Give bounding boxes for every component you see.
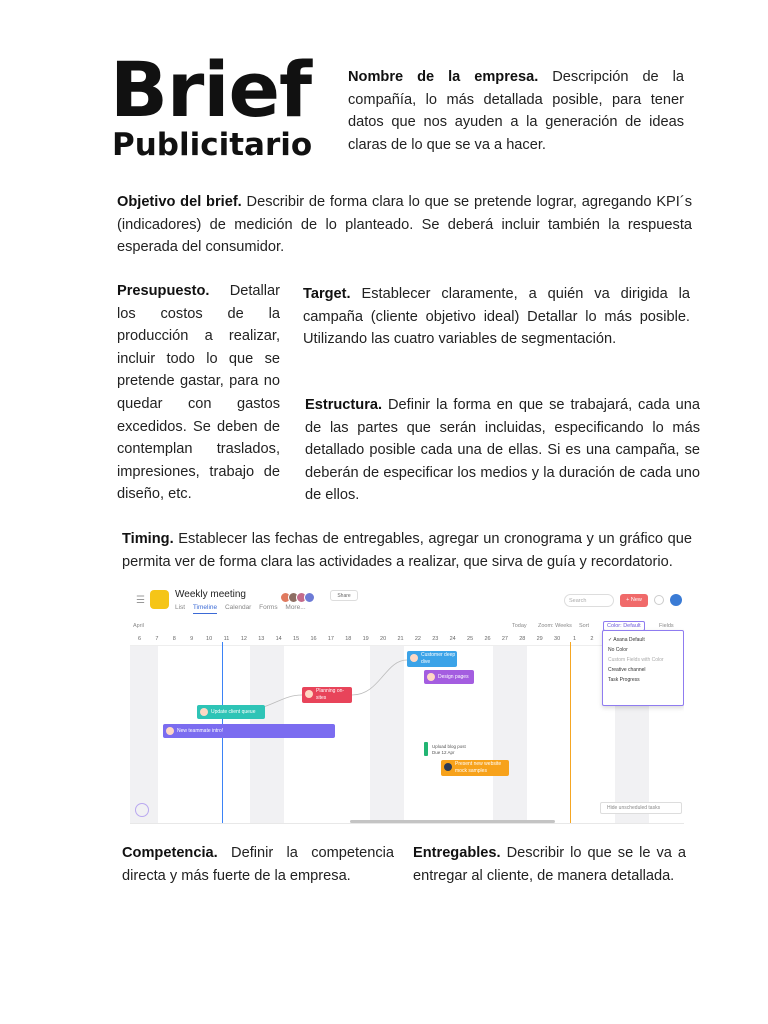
section-timing-text: Establecer las fechas de entregables, agregar un cronograma y un gráfico que permita ver de forma clara las actividades a realizar, que sirva de guía y recordatorio.: [122, 531, 692, 570]
task-customer-dive[interactable]: [407, 651, 457, 667]
day-label: 21: [397, 636, 404, 642]
task-new-teammate[interactable]: [163, 724, 335, 738]
fields-button[interactable]: Fields: [659, 623, 674, 629]
horizontal-scrollbar[interactable]: [350, 820, 555, 823]
day-label: 30: [554, 636, 561, 642]
menu-icon[interactable]: ☰: [136, 595, 145, 606]
tab-list[interactable]: List: [175, 604, 186, 611]
month-label: April: [133, 623, 145, 629]
day-label: 29: [536, 636, 543, 642]
day-label: 19: [362, 636, 369, 642]
section-competencia: [122, 842, 394, 887]
section-competencia-heading: Competencia.: [122, 845, 218, 861]
section-timing: [122, 528, 692, 573]
section-target-text: Establecer claramente, a quién va dirigida la campaña (cliente objetivo ideal) Detallar lo más posible. Utilizando las cuatro variables de segmentación.: [303, 286, 690, 348]
day-label: 10: [206, 636, 213, 642]
section-empresa: [348, 66, 684, 156]
day-label: 28: [519, 636, 526, 642]
section-entregables-heading: Entregables.: [413, 845, 501, 861]
add-task-icon[interactable]: [135, 803, 149, 817]
unscheduled-toggle[interactable]: Hide unscheduled tasks: [600, 802, 682, 814]
milestone-date: Due 12 Apr: [432, 750, 455, 755]
day-label: 27: [501, 636, 508, 642]
day-label: 23: [432, 636, 439, 642]
section-empresa-heading: Nombre de la empresa.: [348, 69, 539, 85]
day-label: 20: [380, 636, 387, 642]
brief-title: Brief: [110, 45, 312, 134]
day-label: 14: [275, 636, 282, 642]
avatar: [166, 727, 174, 735]
sort-button[interactable]: Sort: [579, 623, 590, 629]
task-design-pages[interactable]: [424, 670, 474, 684]
dependency-lines: [130, 584, 684, 824]
day-label: 26: [484, 636, 491, 642]
task-label: Planning on-sites: [316, 688, 345, 701]
color-option-default[interactable]: ✓ Asana Default: [608, 637, 645, 643]
tab-timeline[interactable]: Timeline: [193, 604, 217, 614]
day-label: 22: [414, 636, 421, 642]
section-estructura-heading: Estructura.: [305, 397, 383, 413]
section-estructura-text: Definir la forma en que se trabajará, cada una de las partes que serán incluidas, especificando lo más detallado posible cada una de ellas. Si es una campaña, se deberán de especificar los medios y la duración de cada uno de ellos.: [305, 397, 700, 504]
section-entregables: [413, 842, 686, 887]
tab-more[interactable]: More...: [285, 604, 306, 611]
milestone-label: [432, 744, 466, 756]
day-label: 18: [345, 636, 352, 642]
section-estructura: [305, 394, 700, 507]
day-label: 1: [572, 636, 577, 642]
day-label: 12: [240, 636, 247, 642]
color-option-custom-header: Custom Fields with Color: [608, 657, 664, 663]
section-objetivo-heading: Objetivo del brief.: [117, 194, 242, 210]
milestone-title: Upload blog post: [432, 744, 466, 749]
day-label: 11: [223, 636, 230, 642]
avatar: [305, 690, 313, 698]
task-label: Present new website mock samples: [455, 761, 502, 774]
avatar: [444, 763, 452, 771]
task-present-website[interactable]: [441, 760, 509, 776]
timeline-screenshot: [130, 584, 684, 824]
color-option-none[interactable]: No Color: [608, 647, 628, 653]
day-label: 24: [449, 636, 456, 642]
section-empresa-text: Descripción de la compañía, lo más detallada posible, para tener datos que nos ayuden a la generación de ideas claras de lo que se va a hacer.: [348, 69, 684, 153]
day-label: 13: [258, 636, 265, 642]
section-competencia-text: Definir la competencia directa y más fuerte de la empresa.: [122, 845, 394, 884]
day-label: 2: [590, 636, 594, 642]
task-label: Update client queue: [211, 709, 256, 715]
day-label: 9: [190, 636, 194, 642]
avatar: [200, 708, 208, 716]
section-target-heading: Target.: [303, 286, 351, 302]
day-label: 17: [327, 636, 334, 642]
search-input[interactable]: Search: [564, 594, 614, 607]
section-timing-heading: Timing.: [122, 531, 174, 547]
share-button[interactable]: Share: [330, 590, 358, 601]
task-update-client[interactable]: [197, 705, 265, 719]
color-option-creative[interactable]: Creative channel: [608, 667, 646, 673]
section-presupuesto-text: Detallar los costos de la producción a realizar, incluir todo lo que se pretende gastar, para no quedar con gastos excedidos. Se deben de contemplan traslados, impresiones, trabajo de diseño, etc.: [117, 283, 280, 503]
task-label: Design pages: [438, 674, 469, 680]
day-label: 8: [172, 636, 176, 642]
section-target: [303, 283, 690, 351]
new-button[interactable]: + New: [620, 594, 648, 607]
task-label: New teammate intro!: [177, 728, 224, 734]
section-entregables-text: Describir lo que se le va a entregar al cliente, de manera detallada.: [413, 845, 686, 884]
color-dropdown: [602, 630, 684, 706]
section-objetivo: [117, 191, 692, 259]
project-name: Weekly meeting: [175, 589, 246, 600]
avatar: [427, 673, 435, 681]
section-presupuesto: [117, 280, 280, 506]
day-label: 6: [137, 636, 142, 642]
day-label: 7: [155, 636, 159, 642]
section-objetivo-text: Describir de forma clara lo que se pretende lograr, agregando KPI´s (indicadores) de medición de lo planteado. Se deberá incluir también la respuesta esperada del consumidor.: [117, 194, 692, 256]
section-presupuesto-heading: Presupuesto.: [117, 283, 210, 299]
day-label: 25: [467, 636, 474, 642]
tab-forms[interactable]: Forms: [259, 604, 278, 611]
day-label: 16: [310, 636, 317, 642]
task-planning[interactable]: [302, 687, 352, 703]
day-label: 15: [293, 636, 300, 642]
today-button[interactable]: Today: [512, 623, 527, 629]
tab-calendar[interactable]: Calendar: [224, 604, 252, 611]
brief-subtitle: Publicitario: [112, 127, 313, 163]
color-option-progress[interactable]: Task Progress: [608, 677, 640, 683]
task-label: Customer deep dive: [421, 652, 456, 665]
zoom-select[interactable]: Zoom: Weeks: [538, 623, 572, 629]
milestone-upload-blog[interactable]: [424, 742, 428, 756]
color-select[interactable]: Color: Default: [603, 621, 645, 631]
avatar: [410, 654, 418, 662]
